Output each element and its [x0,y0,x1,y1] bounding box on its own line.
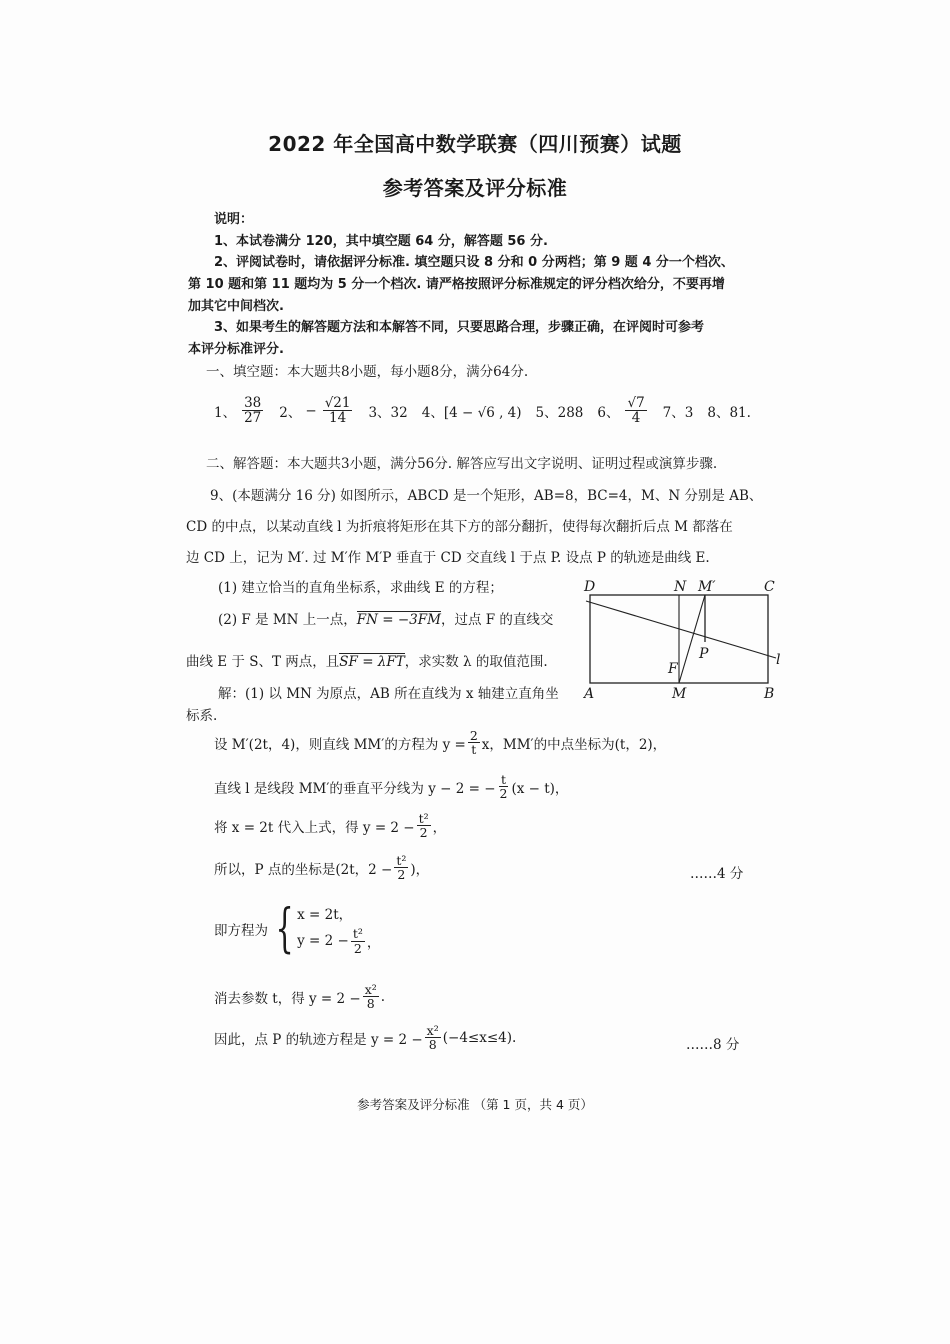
step-1: 设 M′(2t，4)，则直线 MM′的方程为 y = $\frac{2}{t}$ x，MM′的中点坐标为(t，2)， [214,728,667,758]
note-2-line-3: 加其它中间档次. [188,299,284,314]
label-a: A [584,686,595,702]
q9-part-2-cont: 曲线 E 于 S、T 两点，且SF = λFT，求实数 λ 的取值范围. [186,654,548,670]
label-m-prime: M′ [698,579,716,595]
answer-4: 4、[4 − √6 , 4) [421,404,522,421]
answer-7: 7、3 [662,404,694,421]
page-footer: 参考答案及评分标准 （第 1 页，共 4 页） [357,1097,593,1112]
label-n: N [674,579,687,595]
score-8: ……8 分 [686,1037,740,1053]
answer-2-label: 2、 [279,404,302,421]
q9-line-3: 边 CD 上，记为 M′. 过 M′作 M′P 垂直于 CD 交直线 l 于点 P. 设点 P 的轨迹是曲线 E. [186,550,710,566]
label-l: l [776,652,781,668]
step-5-system: 即方程为 { x = 2t， y = 2 − $\frac{\text{t²}}{2}$ ， [214,899,381,959]
note-3-line-1: 3、如果考生的解答题方法和本解答不同，只要思路合理，步骤正确，在评阅时可参考 [214,320,705,335]
step-3: 将 x = 2t 代入上式，得 y = 2 − $\frac{\text{t²}}{2}$ ， [214,811,447,841]
label-p: P [699,646,709,662]
label-c: C [764,579,775,595]
solution-intro: 解：(1) 以 MN 为原点，AB 所在直线为 x 轴建立直角坐 [218,686,559,702]
fill-answers [214,396,751,425]
q9-part-1: (1) 建立恰当的直角坐标系，求曲线 E 的方程； [218,580,503,596]
notes-heading: 说明： [214,212,254,227]
note-1: 1、本试卷满分 120，其中填空题 64 分，解答题 56 分. [214,234,548,249]
step-7: 因此，点 P 的轨迹方程是 y = 2 − $\frac{\text{x²}}{8}$ (−4≤x≤4). [214,1023,517,1053]
note-3-line-2: 本评分标准评分. [188,342,284,357]
score-4: ……4 分 [690,866,744,882]
label-f: F [668,661,678,677]
label-d: D [584,579,596,595]
answer-2-sign: − [305,402,317,419]
vector-relation-sf: SF = λFT [339,654,405,670]
vector-relation-fn: FN = −3FM [356,612,441,628]
answer-1-label: 1、 [214,404,237,421]
label-m: M [672,686,687,702]
page-subtitle: 参考答案及评分标准 [382,176,568,200]
solve-heading: 二、解答题：本大题共3小题，满分56分. 解答应写出文字说明、证明过程或演算步骤. [206,456,718,472]
answer-2: $\frac{√21}{14}$ [324,395,351,427]
note-2-line-1: 2、评阅试卷时，请依据评分标准. 填空题只设 8 分和 0 分两档；第 9 题 4 分一个档次、 [214,255,734,270]
left-brace: { [275,899,294,959]
solution-intro-cont: 标系. [186,708,218,724]
q9-line-1: 9、(本题满分 16 分) 如图所示，ABCD 是一个矩形，AB=8，BC=4，M、N 分别是 AB、 [210,488,763,504]
step-6: 消去参数 t，得 y = 2 − $\frac{\text{x²}}{8}$ . [214,982,386,1012]
rectangle-fold-figure [578,574,798,704]
answer-5: 5、288 [535,404,584,421]
label-b: B [764,686,775,702]
page-title: 2022 年全国高中数学联赛（四川预赛）试题 [268,132,682,156]
q9-line-2: CD 的中点，以某动直线 l 为折痕将矩形在其下方的部分翻折，使得每次翻折后点 M 都落在 [186,519,733,535]
answer-1: $\frac{38}{27}$ [244,395,262,427]
note-2-line-2: 第 10 题和第 11 题均为 5 分一个档次. 请严格按照评分标准规定的评分档次给分，不要再增 [188,277,725,292]
step-4: 所以，P 点的坐标是(2t，2 − $\frac{\text{t²}}{2}$ )， [214,853,430,883]
answer-6: $\frac{√7}{4}$ [627,395,645,427]
answer-6-label: 6、 [597,404,620,421]
q9-part-2: (2) F 是 MN 上一点，FN = −3FM，过点 F 的直线交 [218,612,554,628]
fill-heading: 一、填空题：本大题共8小题，每小题8分，满分64分. [206,364,529,380]
segment-mm-prime [679,595,705,683]
step-2: 直线 l 是线段 MM′的垂直平分线为 y − 2 = − $\frac{t}{2}$ (x − t)， [214,772,569,802]
answer-8: 8、81. [707,404,751,421]
answer-3: 3、32 [368,404,408,421]
fold-line-l [586,601,776,658]
